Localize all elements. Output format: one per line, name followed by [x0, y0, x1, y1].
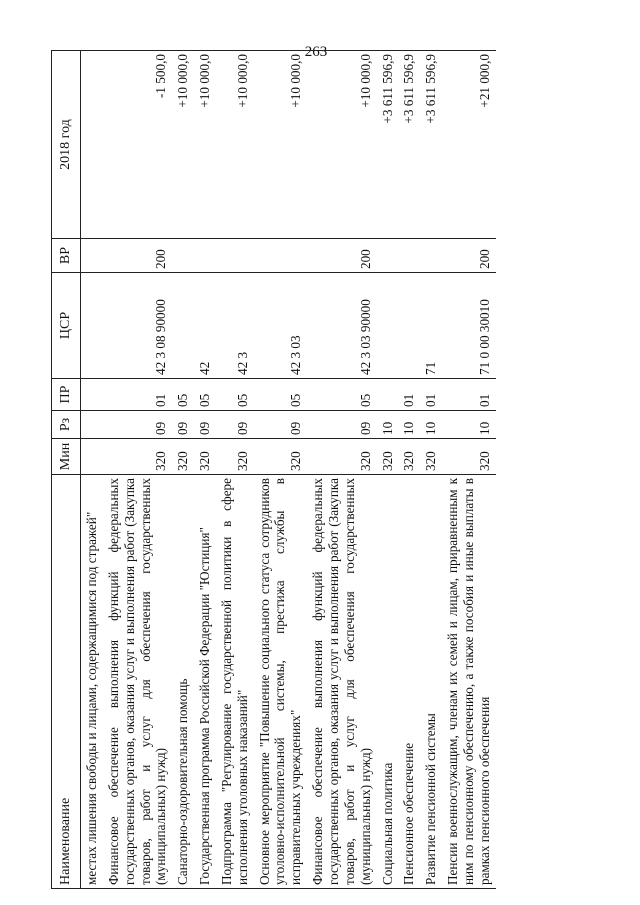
row-min: 320 — [194, 439, 216, 475]
row-vr — [81, 239, 103, 273]
table-row — [172, 51, 194, 889]
row-vr — [420, 239, 442, 273]
row-min: 320 — [172, 439, 194, 475]
table-header-row — [52, 51, 81, 889]
table-row — [307, 51, 376, 889]
row-pr: 01 — [442, 379, 496, 411]
row-min — [81, 439, 103, 475]
row-sum: -1 500,0 — [103, 51, 172, 239]
row-sum — [81, 51, 103, 239]
row-min: 320 — [377, 439, 399, 475]
table-row — [398, 51, 420, 889]
row-vr — [172, 239, 194, 273]
budget-table — [51, 50, 496, 889]
row-vr — [398, 239, 420, 273]
row-name: Основное мероприятие "Повышение социального статуса сотрудников уголовно-исполнительной системы, престижа службы в исправительных учреждениях" — [254, 475, 308, 889]
header-rz: Рз — [52, 411, 81, 439]
row-csr: 71 — [420, 273, 442, 379]
row-csr: 71 0 00 30010 — [442, 273, 496, 379]
row-csr — [172, 273, 194, 379]
row-vr — [377, 239, 399, 273]
row-min: 320 — [103, 439, 172, 475]
row-csr: 42 3 08 90000 — [103, 273, 172, 379]
row-min: 320 — [420, 439, 442, 475]
row-csr — [398, 273, 420, 379]
row-rz: 10 — [442, 411, 496, 439]
row-pr: 01 — [103, 379, 172, 411]
row-rz: 09 — [216, 411, 254, 439]
row-sum: +10 000,0 — [307, 51, 376, 239]
row-vr: 200 — [103, 239, 172, 273]
row-pr — [81, 379, 103, 411]
table-row — [377, 51, 399, 889]
header-sum: 2018 год — [52, 51, 81, 239]
table-body — [81, 51, 496, 889]
row-rz: 10 — [420, 411, 442, 439]
row-sum: +10 000,0 — [254, 51, 308, 239]
row-name: местах лишения свободы и лицами, содержащимися под стражей" — [81, 475, 103, 889]
row-csr: 42 3 03 — [254, 273, 308, 379]
row-min: 320 — [442, 439, 496, 475]
row-min: 320 — [398, 439, 420, 475]
row-rz — [81, 411, 103, 439]
row-name: Развитие пенсионной системы — [420, 475, 442, 889]
row-name: Санаторно-оздоровительная помощь — [172, 475, 194, 889]
row-csr — [81, 273, 103, 379]
row-csr: 42 3 03 90000 — [307, 273, 376, 379]
row-pr — [377, 379, 399, 411]
table-row — [254, 51, 308, 889]
row-min: 320 — [254, 439, 308, 475]
header-vr: ВР — [52, 239, 81, 273]
row-min: 320 — [216, 439, 254, 475]
row-pr: 01 — [398, 379, 420, 411]
table-row — [216, 51, 254, 889]
row-pr: 05 — [172, 379, 194, 411]
row-vr: 200 — [442, 239, 496, 273]
row-sum: +3 611 596,9 — [398, 51, 420, 239]
table-row — [103, 51, 172, 889]
row-pr: 05 — [216, 379, 254, 411]
header-name: Наименование — [52, 475, 81, 889]
row-sum: +3 611 596,9 — [377, 51, 399, 239]
row-sum: +3 611 596,9 — [420, 51, 442, 239]
row-rz: 10 — [398, 411, 420, 439]
row-name: Социальная политика — [377, 475, 399, 889]
row-vr — [254, 239, 308, 273]
row-name: Пенсии военнослужащим, членам их семей и лицам, приравненным к ним по пенсионному обеспечению, а также пособия и иные выплаты в рамках пенсионного обеспечения — [442, 475, 496, 889]
budget-table-rotated — [51, 51, 600, 889]
header-pr: ПР — [52, 379, 81, 411]
table-row — [420, 51, 442, 889]
row-vr — [216, 239, 254, 273]
row-sum: +10 000,0 — [216, 51, 254, 239]
row-rz: 09 — [172, 411, 194, 439]
row-rz: 09 — [307, 411, 376, 439]
row-name: Пенсионное обеспечение — [398, 475, 420, 889]
row-pr: 05 — [194, 379, 216, 411]
row-name: Финансовое обеспечение выполнения функций федеральных государственных органов, оказания услуг и выполнения работ (Закупка товаров, работ и услуг для обеспечения государственных (муниципальных) нужд) — [307, 475, 376, 889]
row-name: Финансовое обеспечение выполнения функций федеральных государственных органов, оказания услуг и выполнения работ (Закупка товаров, работ и услуг для обеспечения государственных (муниципальных) нужд) — [103, 475, 172, 889]
header-min: Мин — [52, 439, 81, 475]
table-row — [194, 51, 216, 889]
row-pr: 05 — [254, 379, 308, 411]
row-csr — [377, 273, 399, 379]
row-pr: 01 — [420, 379, 442, 411]
row-sum: +21 000,0 — [442, 51, 496, 239]
row-rz: 09 — [194, 411, 216, 439]
row-name: Государственная программа Российской Федерации "Юстиция" — [194, 475, 216, 889]
row-sum: +10 000,0 — [194, 51, 216, 239]
row-rz: 10 — [377, 411, 399, 439]
row-rz: 09 — [103, 411, 172, 439]
row-pr: 05 — [307, 379, 376, 411]
header-csr: ЦСР — [52, 273, 81, 379]
row-csr: 42 — [194, 273, 216, 379]
row-rz: 09 — [254, 411, 308, 439]
row-sum: +10 000,0 — [172, 51, 194, 239]
table-row — [442, 51, 496, 889]
row-min: 320 — [307, 439, 376, 475]
row-name: Подпрограмма "Регулирование государственной политики в сфере исполнения уголовных наказаний" — [216, 475, 254, 889]
row-vr: 200 — [307, 239, 376, 273]
table-row — [81, 51, 103, 889]
row-vr — [194, 239, 216, 273]
page-number: 263 — [304, 44, 328, 60]
row-csr: 42 3 — [216, 273, 254, 379]
